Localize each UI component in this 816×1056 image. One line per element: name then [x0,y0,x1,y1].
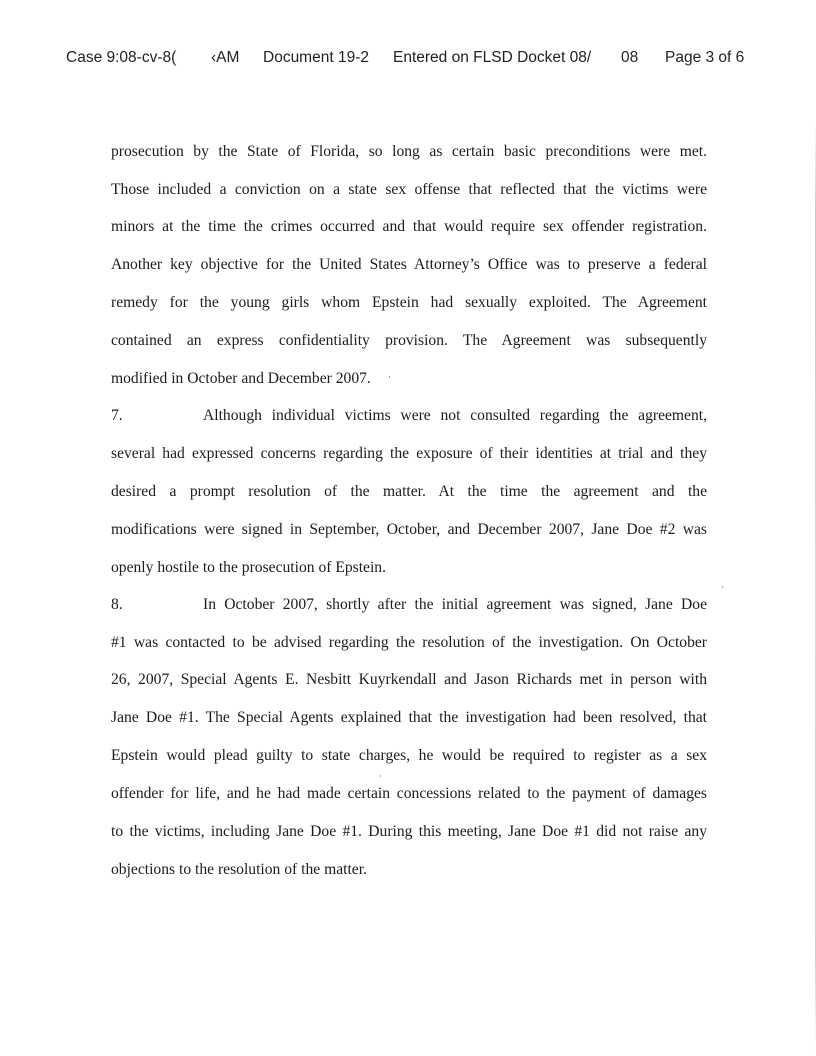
paragraph-8-first-line [111,595,707,615]
body-line: desired a prompt resolution of the matter. At the time the agreement and the [111,483,707,500]
header-entered-on: Entered on FLSD Docket 08/ [393,49,592,66]
paragraph-lead-text: In October 2007, shortly after the initial agreement was signed, Jane Doe [203,596,707,613]
body-line: remedy for the young girls whom Epstein had sexually exploited. The Agreement [111,294,707,311]
scan-speck [722,586,724,588]
body-line: Epstein would plead guilty to state charges, he would be required to register as a sex [111,747,707,764]
body-line: several had expressed concerns regarding the exposure of their identities at trial and they [111,445,707,462]
header-case-suffix: ‹AM [211,49,240,66]
body-line: #1 was contacted to be advised regarding the resolution of the investigation. On October [111,634,707,651]
paragraph-lead-text: Although individual victims were not consulted regarding the agreement, [203,407,707,424]
scan-speck [380,775,381,777]
body-line: Another key objective for the United States Attorney’s Office was to preserve a federal [111,256,707,273]
header-case-number: Case 9:08-cv-8( [66,49,177,66]
header-page-number: Page 3 of 6 [665,49,745,66]
paragraph-7-first-line [111,406,707,426]
body-line: minors at the time the crimes occurred and that would require sex offender registration. [111,218,707,235]
paragraph-number: 8. [111,596,123,613]
body-line: Jane Doe #1. The Special Agents explained that the investigation had been resolved, that [111,709,707,726]
paragraph-number: 7. [111,407,123,424]
body-line: modifications were signed in September, October, and December 2007, Jane Doe #2 was [111,521,707,538]
header-date-year: 08 [621,49,639,66]
body-line: modified in October and December 2007. [111,370,371,387]
body-line: contained an express confidentiality provision. The Agreement was subsequently [111,332,707,349]
body-line: objections to the resolution of the matter. [111,861,367,878]
scan-speck [389,376,390,378]
body-line: 26, 2007, Special Agents E. Nesbitt Kuyrkendall and Jason Richards met in person with [111,671,707,688]
body-line: prosecution by the State of Florida, so long as certain basic preconditions were met. [111,143,707,160]
body-line: Those included a conviction on a state sex offense that reflected that the victims were [111,181,707,198]
body-line: offender for life, and he had made certain concessions related to the payment of damages [111,785,707,802]
body-line: openly hostile to the prosecution of Epstein. [111,559,387,576]
header-document-number: Document 19-2 [263,49,369,66]
document-body [111,0,707,1056]
body-line: to the victims, including Jane Doe #1. During this meeting, Jane Doe #1 did not raise any [111,823,707,840]
